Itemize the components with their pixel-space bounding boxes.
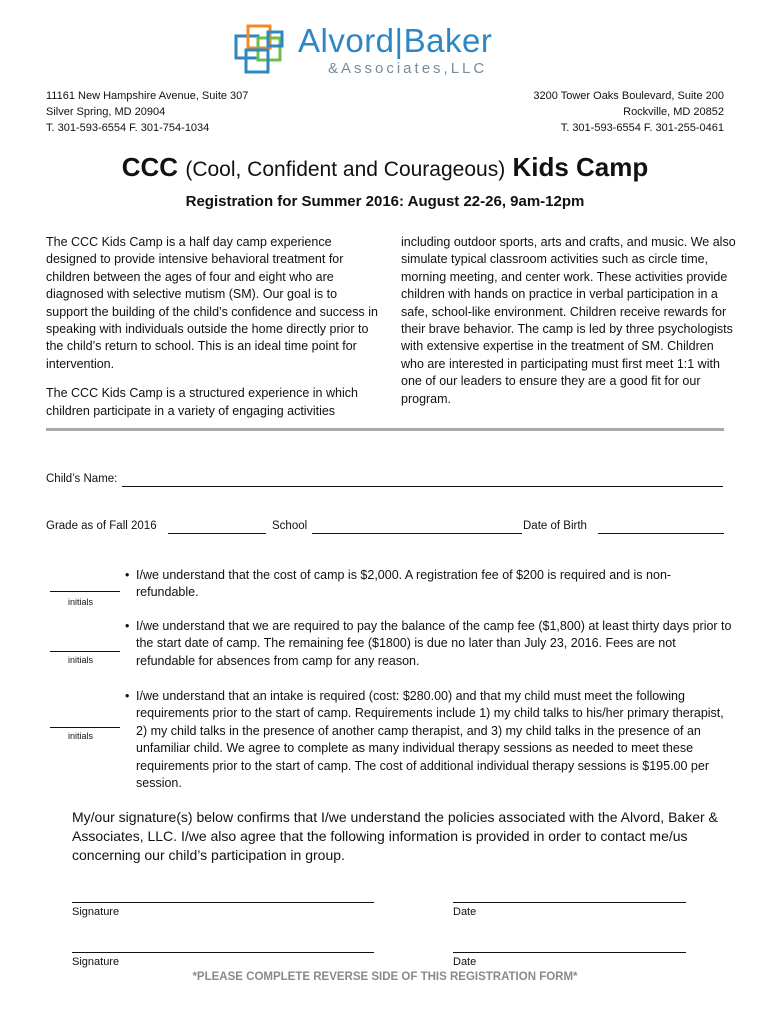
address-line: Rockville, MD 20852 bbox=[623, 106, 724, 118]
intro-column-left bbox=[46, 234, 382, 432]
initials-label: initials bbox=[68, 597, 94, 607]
logo-squares-icon bbox=[234, 24, 292, 76]
signature-field[interactable] bbox=[72, 902, 374, 903]
acknowledgement-item bbox=[125, 567, 716, 602]
dob-field[interactable] bbox=[598, 533, 724, 534]
initials-label: initials bbox=[68, 731, 94, 741]
address-line: 3200 Tower Oaks Boulevard, Suite 200 bbox=[533, 90, 724, 102]
signature-label: Signature bbox=[72, 906, 120, 918]
date-label: Date bbox=[453, 906, 477, 918]
initials-field[interactable] bbox=[50, 591, 120, 592]
initials-field[interactable] bbox=[50, 727, 120, 728]
signature-field[interactable] bbox=[72, 952, 374, 953]
school-field[interactable] bbox=[312, 533, 522, 534]
initials-field[interactable] bbox=[50, 651, 120, 652]
title-suffix: Kids Camp bbox=[512, 152, 649, 182]
dob-label: Date of Birth bbox=[523, 520, 587, 532]
title-paren: (Cool, Confident and Courageous) bbox=[185, 158, 506, 181]
address-left bbox=[46, 88, 248, 136]
logo-subtitle: &Associates,LLC bbox=[328, 60, 488, 77]
acknowledgement-item bbox=[125, 688, 738, 792]
address-line: T. 301-593-6554 F. 301-255-0461 bbox=[560, 122, 724, 134]
title-prefix: CCC bbox=[121, 152, 179, 182]
bullet-icon: • bbox=[125, 568, 130, 582]
date-field[interactable] bbox=[453, 952, 686, 953]
intro-column-right bbox=[401, 234, 737, 420]
intro-paragraph: including outdoor sports, arts and crafts, and music. We also simulate typical classroom activities such as circle time, morning meeting, and center work. These activities provide children with hands on practice in verbal participation in a safe, school-like environment. Children receive rewards for their brave behavior. The camp is led by three psychologists with extensive expertise in the treatment of SM. Children who are interested in participating must first meet 1:1 with one of our leaders to ensure they are a good fit for our program. bbox=[401, 235, 736, 406]
address-line: T. 301-593-6554 F. 301-754-1034 bbox=[46, 122, 210, 134]
acknowledgement-text: I/we understand that we are required to pay the balance of the camp fee ($1,800) at least thirty days prior to the start date of camp. The remaining fee ($1800) is due no later than July 23, 2016. Fees are not refundable for absences from camp for any reason. bbox=[136, 619, 732, 668]
consent-statement: My/our signature(s) below confirms that I/we understand the policies associated with the Alvord, Baker & Associates, LLC. I/we also agree that the following information is provided in order to contact me/us concerning our child’s participation in group. bbox=[72, 809, 718, 863]
school-label: School bbox=[272, 520, 308, 532]
acknowledgement-text: I/we understand that an intake is required (cost: $280.00) and that my child must meet the following requirements prior to the start of camp. Requirements include 1) my child talks to his/her primary therapist, 2) my child talks in the presence of another camp therapist, and 3) my child talks in the presence of an unfamiliar child. We agree to complete as many individual therapy sessions as needed to meet these requirements prior to the start of camp. The cost of additional individual therapy sessions is $195.00 per session. bbox=[136, 689, 724, 791]
address-right bbox=[533, 88, 724, 136]
acknowledgement-item bbox=[125, 618, 738, 670]
grade-label: Grade as of Fall 2016 bbox=[46, 520, 157, 532]
logo-name: Alvord|Baker bbox=[298, 22, 493, 59]
child-name-label: Child’s Name: bbox=[46, 473, 118, 485]
bullet-icon: • bbox=[125, 689, 130, 703]
acknowledgement-text: I/we understand that the cost of camp is $2,000. A registration fee of $200 is required and is non-refundable. bbox=[136, 568, 672, 600]
intro-paragraph: The CCC Kids Camp is a structured experience in which children participate in a variety of engaging activities bbox=[46, 386, 358, 418]
grade-field[interactable] bbox=[168, 533, 266, 534]
company-logo bbox=[234, 20, 544, 80]
intro-paragraph: The CCC Kids Camp is a half day camp experience designed to provide intensive behavioral treatment for children between the ages of four and eight who are diagnosed with selective mutism (SM). Our goal is to support the building of the child’s confidence and success in speaking with individuals outside the home directly prior to the child’s return to school. This is an ideal time point for intervention. bbox=[46, 235, 378, 371]
child-name-field[interactable] bbox=[122, 486, 723, 487]
initials-label: initials bbox=[68, 655, 94, 665]
footer-note: *PLEASE COMPLETE REVERSE SIDE OF THIS REGISTRATION FORM* bbox=[192, 971, 578, 983]
date-field[interactable] bbox=[453, 902, 686, 903]
bullet-icon: • bbox=[125, 619, 130, 633]
section-divider bbox=[46, 428, 724, 431]
signature-label: Signature bbox=[72, 956, 120, 968]
date-label: Date bbox=[453, 956, 477, 968]
address-line: 11161 New Hampshire Avenue, Suite 307 bbox=[46, 90, 249, 102]
address-line: Silver Spring, MD 20904 bbox=[46, 106, 166, 118]
page-title bbox=[0, 152, 770, 183]
page-subtitle: Registration for Summer 2016: August 22-26, 9am-12pm bbox=[185, 193, 585, 210]
